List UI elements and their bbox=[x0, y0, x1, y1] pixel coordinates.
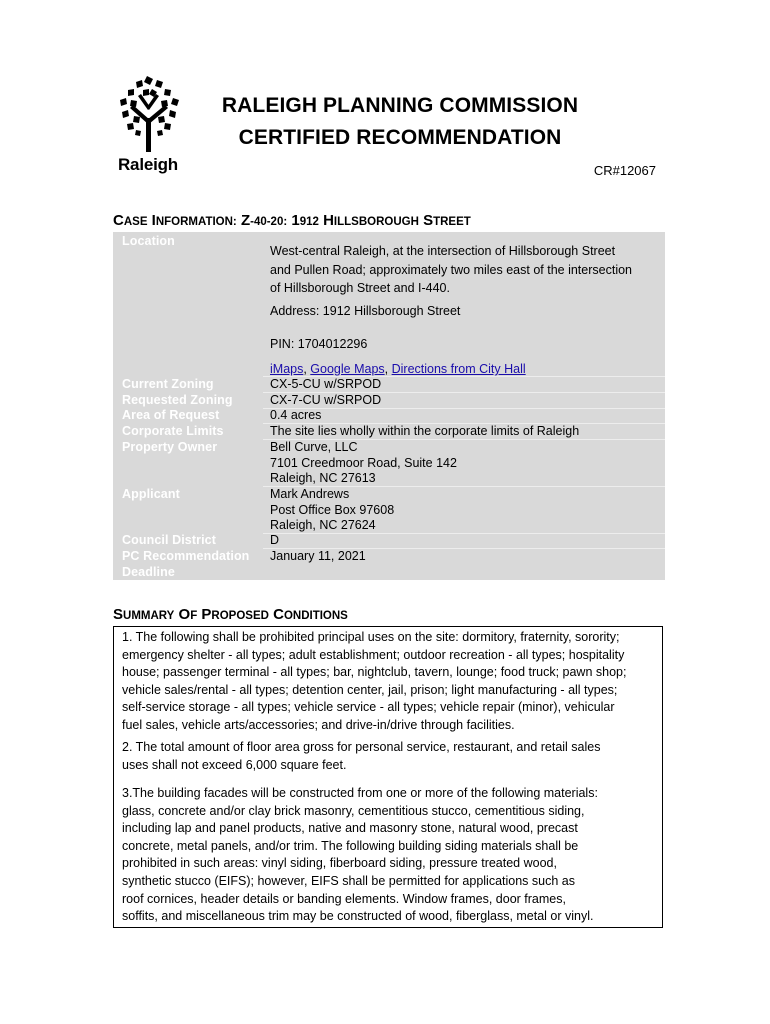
row-divider bbox=[263, 408, 665, 409]
council-district-label: Council District bbox=[122, 533, 216, 547]
condition-2: 2. The total amount of floor area gross for personal service, restaurant, and retail sales uses shall not exceed 6,000 square feet. bbox=[122, 740, 601, 772]
applicant-label: Applicant bbox=[122, 487, 180, 501]
pin-text: PIN: 1704012296 bbox=[270, 337, 368, 351]
corporate-limits-value: The site lies wholly within the corporate limits of Raleigh bbox=[270, 424, 580, 438]
case-title: Z-40-20: 1912 HILLSBOROUGH STREET bbox=[240, 212, 471, 229]
case-information-table bbox=[113, 232, 665, 580]
requested-zoning-value: CX-7-CU w/SRPOD bbox=[270, 393, 382, 407]
row-divider bbox=[263, 533, 665, 534]
property-owner-value: Bell Curve, LLC 7101 Creedmoor Road, Suite 142 Raleigh, NC 27613 bbox=[270, 440, 457, 485]
cr-number: CR#12067 bbox=[593, 163, 656, 178]
council-district-value: D bbox=[270, 533, 280, 547]
directions-link[interactable]: Directions from City Hall bbox=[391, 362, 526, 376]
pc-deadline-label: PC Recommendation Deadline bbox=[122, 549, 250, 579]
address-text: Address: 1912 Hillsborough Street bbox=[270, 304, 461, 318]
imaps-link[interactable]: iMaps bbox=[270, 362, 304, 376]
property-owner-label: Property Owner bbox=[122, 440, 218, 454]
location-text: West-central Raleigh, at the intersection of Hillsborough Street and Pullen Road; approximately two miles east of the intersection of Hillsborough Street and I-440. bbox=[270, 244, 632, 295]
current-zoning-label: Current Zoning bbox=[122, 377, 214, 391]
condition-3: 3.The building facades will be constructed from one or more of the following materials: glass, concrete and/or clay brick masonry, cementitious stucco, cementitious siding, including lap and panel products, native and masonry stone, natural wood, precast concrete, metal panels, and/or trim. The following building siding materials shall be prohibited in such areas: vinyl siding, fiberboard siding, pressure treated wood, synthetic stucco (EIFS); however, EIFS shall be permitted for applications such as roof cornices, header details or banding elements. Window frames, door frames, soffits, and miscellaneous trim may be constructed of wood, fiberglass, metal or vinyl. bbox=[122, 786, 598, 924]
current-zoning-value: CX-5-CU w/SRPOD bbox=[270, 377, 382, 391]
conditions-box bbox=[113, 626, 663, 928]
requested-zoning-label: Requested Zoning bbox=[122, 393, 233, 407]
page-title-line2: CERTIFIED RECOMMENDATION bbox=[238, 126, 562, 149]
summary-heading: SUMMARY OF PROPOSED CONDITIONS bbox=[113, 606, 348, 623]
condition-1: 1. The following shall be prohibited principal uses on the site: dormitory, fraternity, sorority; emergency shelter - all types; adult establishment; outdoor recreation - all types; hospitality house; passenger terminal - all types; bar, nightclub, tavern, lounge; food truck; pawn shop; vehicle sales/rental - all types; detention center, jail, prison; light manufacturing - all types; self-service storage - all types; vehicle service - all types; vehicle repair (minor), vehicular fuel sales, vehicle arts/accessories; and drive-in/drive through facilities. bbox=[122, 630, 627, 732]
applicant-value: Mark Andrews Post Office Box 97608 Raleigh, NC 27624 bbox=[270, 487, 395, 532]
area-label: Area of Request bbox=[122, 408, 220, 422]
map-links: iMaps, Google Maps, Directions from City Hall bbox=[270, 362, 526, 376]
page-title-line1: RALEIGH PLANNING COMMISSION bbox=[221, 94, 579, 117]
location-label: Location bbox=[122, 234, 175, 248]
corporate-limits-label: Corporate Limits bbox=[122, 424, 224, 438]
case-information-heading: CASE INFORMATION: Z-40-20: 1912 HILLSBOROUGH STREET bbox=[113, 212, 471, 229]
pc-deadline-value: January 11, 2021 bbox=[270, 549, 366, 563]
oak-tree-icon bbox=[116, 74, 182, 154]
area-value: 0.4 acres bbox=[270, 408, 322, 422]
raleigh-logo bbox=[108, 74, 188, 178]
logo-wordmark: Raleigh bbox=[117, 155, 178, 174]
google-maps-link[interactable]: Google Maps bbox=[310, 362, 385, 376]
